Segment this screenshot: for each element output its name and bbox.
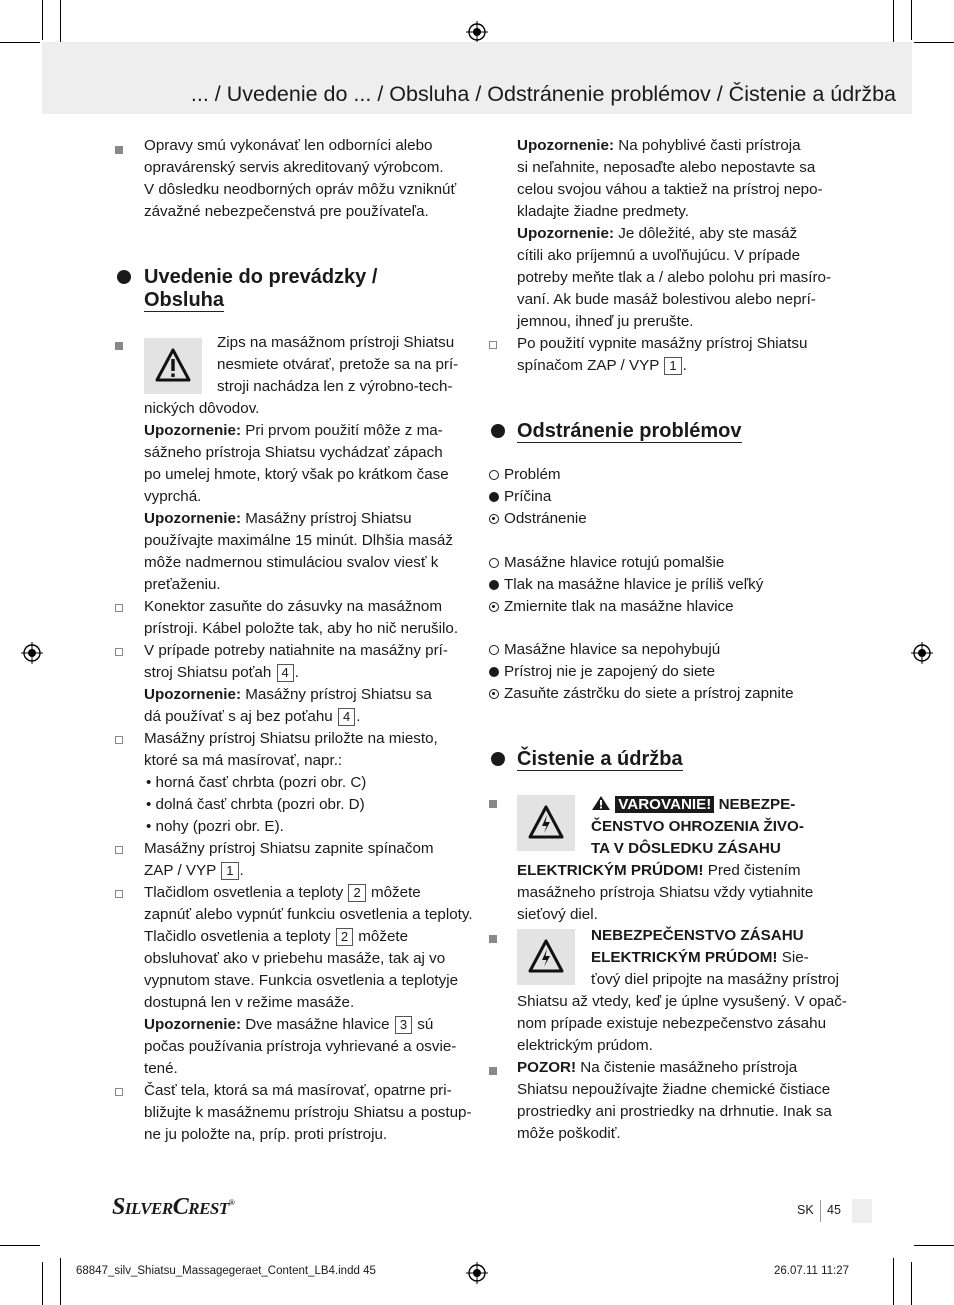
part-reference: 1 (664, 357, 681, 375)
cause-dot-icon (489, 667, 499, 677)
bullet-square (489, 800, 497, 808)
text-line: Na pohyblivé časti prístroja (614, 137, 801, 154)
text-line: počas používania prístroja vyhrievané a osvie- (144, 1038, 457, 1055)
footer-divider (820, 1200, 821, 1222)
text-line: jemnou, ihneď ju prerušte. (517, 313, 694, 330)
text-line: ELEKTRICKÝM PRÚDOM! (517, 862, 704, 879)
off-step (517, 333, 807, 377)
crop-mark (893, 0, 894, 48)
solution-text: Zasuňte zástrčku do siete a prístroj zapnite (504, 685, 794, 702)
text-line: stroji nachádza len z výrobno-tech- (217, 378, 453, 395)
crop-mark (914, 42, 954, 43)
text-line: . (356, 708, 361, 725)
registration-mark-icon (21, 642, 43, 664)
text-line: masážneho prístroja Shiatsu vždy vytiahnite (517, 884, 814, 901)
step-checkbox (115, 890, 123, 898)
zip-paragraph-cont (144, 398, 453, 596)
text-line: ČENSTVO OHROZENIA ŽIVO- (591, 818, 804, 835)
text-line: nických dôvodov. (144, 400, 260, 417)
notice-label: Upozornenie: (144, 422, 242, 439)
cause-dot-icon (489, 580, 499, 590)
brand-name: SilverCrest (112, 1194, 229, 1220)
list-item: • horná časť chrbta (pozri obr. C) (146, 774, 367, 791)
file-info: 68847_silv_Shiatsu_Massagegeraet_Content_LB4.indd 45 (76, 1265, 376, 1277)
solution-target-icon (489, 602, 499, 612)
notice-label: Upozornenie: (517, 137, 615, 154)
problem-circle-icon (489, 470, 499, 480)
section-dot-icon (491, 424, 505, 438)
problem-text: Masážne hlavice rotujú pomalšie (504, 554, 725, 571)
text-line: ne ju položte na, príp. proti prístroju. (144, 1126, 388, 1143)
notice-movement (517, 135, 831, 333)
step-checkbox (115, 846, 123, 854)
text-line: opravárenský servis akreditovaný výrobcom. (144, 159, 444, 176)
legend-item: Príčina (504, 488, 552, 505)
body-step (144, 1080, 472, 1146)
warning-triangle-icon (591, 795, 611, 811)
text-line: dá používať s aj bez poťahu (144, 708, 333, 725)
text-line: Po použití vypnite masážny prístroj Shiatsu (517, 335, 808, 352)
registration-mark-icon (466, 21, 488, 43)
list-item: • dolná časť chrbta (pozri obr. D) (146, 796, 365, 813)
text-line: Konektor zasuňte do zásuvky na masážnom (144, 598, 443, 615)
step-checkbox (489, 341, 497, 349)
intro-paragraph (144, 135, 456, 223)
crop-mark (60, 0, 61, 48)
text-line: bližujte k masážnemu prístroju Shiatsu a postup- (144, 1104, 472, 1121)
page-number: 45 (827, 1203, 841, 1217)
step-checkbox (115, 1088, 123, 1096)
text-line: vaní. Ak bude masáž bolestivou alebo neprí- (517, 291, 816, 308)
crop-mark (42, 1262, 43, 1305)
step-checkbox (115, 736, 123, 744)
text-line: vypnutom stave. Funkcia osvetlenia a teplotyje (144, 972, 459, 989)
section-title-line: Odstránenie problémov (517, 420, 742, 442)
electric-warning-cont (517, 860, 813, 926)
text-line: Shiatsu nepoužívajte žiadne chemické čistiace (517, 1081, 831, 1098)
step-checkbox (115, 604, 123, 612)
legend-item: Odstránenie (504, 510, 587, 527)
text-line: môžete (370, 884, 421, 901)
problem-text: Masážne hlavice sa nepohybujú (504, 641, 721, 658)
text-line: si neľahnite, neposaďte alebo nepostavte sa (517, 159, 816, 176)
bullet-square (489, 935, 497, 943)
crop-mark (893, 1258, 894, 1305)
notice-label: Upozornenie: (144, 510, 242, 527)
cause-text: Tlak na masážne hlavice je príliš veľký (504, 576, 764, 593)
crop-mark (0, 1245, 40, 1246)
cover-step (144, 640, 448, 728)
solution-text: Zmiernite tlak na masážne hlavice (504, 598, 734, 615)
text-line: používajte maximálne 15 minút. Dlhšia masáž (144, 532, 453, 549)
notice-label: Upozornenie: (517, 225, 615, 242)
text-line: Časť tela, ktorá sa má masírovať, opatrne pri- (144, 1082, 452, 1099)
crop-mark (911, 1262, 912, 1305)
text-line: tené. (144, 1060, 178, 1077)
electric-warning (591, 794, 804, 860)
text-line: kladajte žiadne predmety. (517, 203, 689, 220)
text-line: sú (413, 1016, 434, 1033)
warning-box (517, 795, 575, 851)
text-line: Dve masážne hlavice (241, 1016, 390, 1033)
text-line: obsluhovať ako v priebehu masáže, tak aj vo (144, 950, 446, 967)
place-step (144, 728, 438, 772)
brand-logo (112, 1194, 234, 1221)
notice-label: Upozornenie: (144, 1016, 242, 1033)
text-line: sieťový diel. (517, 906, 598, 923)
text-line: Sie- (777, 949, 809, 966)
step-checkbox (115, 648, 123, 656)
bullet-square (115, 342, 123, 350)
part-reference: 2 (336, 928, 353, 946)
registration-mark-icon (911, 642, 933, 664)
part-reference: 4 (277, 664, 294, 682)
print-date: 26.07.11 11:27 (774, 1265, 850, 1277)
text-line: cítili ako príjemnú a uvoľňujúcu. V prípade (517, 247, 801, 264)
electric-danger (591, 925, 839, 991)
section-title-cleaning (517, 748, 683, 771)
crop-mark (60, 1258, 61, 1305)
registration-mark-icon (466, 1262, 488, 1284)
text-line: Zips na masážnom prístroji Shiatsu (217, 334, 455, 351)
text-line: TA V DÔSLEDKU ZÁSAHU (591, 840, 781, 857)
text-line: Masážny prístroj Shiatsu (241, 510, 412, 527)
text-line: po umelej hmote, ktorý však po krátkom čase (144, 466, 449, 483)
connector-step (144, 596, 458, 640)
text-line: Masážny prístroj Shiatsu priložte na miesto, (144, 730, 438, 747)
zip-paragraph (217, 332, 458, 398)
text-line: Je dôležité, aby ste masáž (614, 225, 798, 242)
text-line: nom prípade existuje nebezpečenstvo zásahu (517, 1015, 827, 1032)
text-line: ťový diel pripojte na masážny prístroj (591, 971, 839, 988)
bullet-square (489, 1067, 497, 1075)
page-title: ... / Uvedenie do ... / Obsluha / Odstránenie problémov / Čistenie a údržba (190, 82, 896, 106)
legend-item: Problém (504, 466, 561, 483)
body-area-list (146, 772, 366, 838)
text-line: Na čistenie masážneho prístroja (576, 1059, 798, 1076)
text-line: Pred čistením (703, 862, 801, 879)
section-title-troubleshooting (517, 420, 742, 443)
text-line: nesmiete otvárať, pretože sa na prí- (217, 356, 459, 373)
text-line: ELEKTRICKÝM PRÚDOM! (591, 949, 778, 966)
warning-triangle-icon (144, 338, 202, 394)
part-reference: 1 (221, 862, 238, 880)
text-line: ktoré sa má masírovať, napr.: (144, 752, 343, 769)
text-line: vyprchá. (144, 488, 202, 505)
text-line: preťaženiu. (144, 576, 221, 593)
text-line: Opravy smú vykonávať len odborníci alebo (144, 137, 433, 154)
electric-hazard-icon (517, 929, 575, 985)
text-line: Masážny prístroj Shiatsu zapnite spínačom (144, 840, 434, 857)
electric-hazard-icon (517, 795, 575, 851)
text-line: V prípade potreby natiahnite na masážny prí- (144, 642, 448, 659)
cause-text: Prístroj nie je zapojený do siete (504, 663, 716, 680)
crop-mark (42, 0, 43, 40)
page-tab (852, 1199, 872, 1223)
caution-label: POZOR! (517, 1059, 577, 1076)
text-line: Tlačidlo osvetlenia a teploty (144, 928, 331, 945)
section-title-line: Uvedenie do prevádzky / (144, 266, 378, 288)
text-line: Tlačidlom osvetlenia a teploty (144, 884, 344, 901)
crop-mark (0, 42, 40, 43)
text-line: spínačom ZAP / VYP (517, 357, 660, 374)
text-line: ZAP / VYP (144, 862, 217, 879)
electric-danger-cont (517, 991, 847, 1057)
registered-mark: ® (228, 1198, 235, 1207)
troubleshooting-legend (489, 464, 587, 530)
part-reference: 3 (395, 1016, 412, 1034)
solution-target-icon (489, 514, 499, 524)
trouble-entry (489, 552, 763, 618)
problem-circle-icon (489, 645, 499, 655)
bullet-square (115, 146, 123, 154)
crop-mark (911, 0, 912, 40)
part-reference: 4 (338, 708, 355, 726)
text-line: elektrickým prúdom. (517, 1037, 653, 1054)
section-dot-icon (117, 270, 131, 284)
text-line: dostupná len v režime masáže. (144, 994, 355, 1011)
trouble-entry (489, 639, 794, 705)
text-line: prostriedky ani prostriedky na drhnutie. Inak sa (517, 1103, 832, 1120)
cause-dot-icon (489, 492, 499, 502)
notice-label: Upozornenie: (144, 686, 242, 703)
text-line: Pri prvom použití môže z ma- (241, 422, 443, 439)
text-line: . (239, 862, 244, 879)
text-line: sážneho prístroja Shiatsu vychádzať zápach (144, 444, 443, 461)
text-line: závažné nebezpečenstvá pre používateľa. (144, 203, 429, 220)
text-line: môže poškodiť. (517, 1125, 621, 1142)
language-code: SK (797, 1203, 814, 1217)
text-line: zapnúť alebo vypnúť funkciu osvetlenia a teploty. (144, 906, 473, 923)
text-line: potreby meňte tlak a / alebo polohu pri masíro- (517, 269, 832, 286)
crop-mark (914, 1245, 954, 1246)
heat-step (144, 882, 473, 1080)
text-line: môže nadmernou stimuláciou svalov viesť k (144, 554, 439, 571)
text-line: stroj Shiatsu poťah (144, 664, 272, 681)
text-line: NEBEZPE- (714, 796, 796, 813)
text-line: V dôsledku neodborných opráv môžu vzniknúť (144, 181, 457, 198)
text-line: Shiatsu až vtedy, keď je úplne vysušený. V opač- (517, 993, 847, 1010)
text-line: celou svojou váhou a taktiež na prístroj nepo- (517, 181, 823, 198)
part-reference: 2 (348, 884, 365, 902)
section-title-line: Čistenie a údržba (517, 748, 683, 770)
caution-note (517, 1057, 832, 1145)
warning-box (517, 929, 575, 985)
text-line: . (294, 664, 299, 681)
list-item: • nohy (pozri obr. E). (146, 818, 284, 835)
section-title-operation (144, 266, 377, 312)
warning-box (144, 338, 202, 394)
switch-step (144, 838, 434, 882)
section-dot-icon (491, 752, 505, 766)
problem-circle-icon (489, 558, 499, 568)
section-title-line: Obsluha (144, 289, 225, 311)
text-line: môžete (358, 928, 409, 945)
text-line: NEBEZPEČENSTVO ZÁSAHU (591, 927, 804, 944)
text-line: prístroji. Kábel položte tak, aby ho nič nerušilo. (144, 620, 459, 637)
warning-label: VAROVANIE! (615, 796, 714, 813)
text-line: . (682, 357, 687, 374)
text-line: Masážny prístroj Shiatsu sa (241, 686, 432, 703)
solution-target-icon (489, 689, 499, 699)
